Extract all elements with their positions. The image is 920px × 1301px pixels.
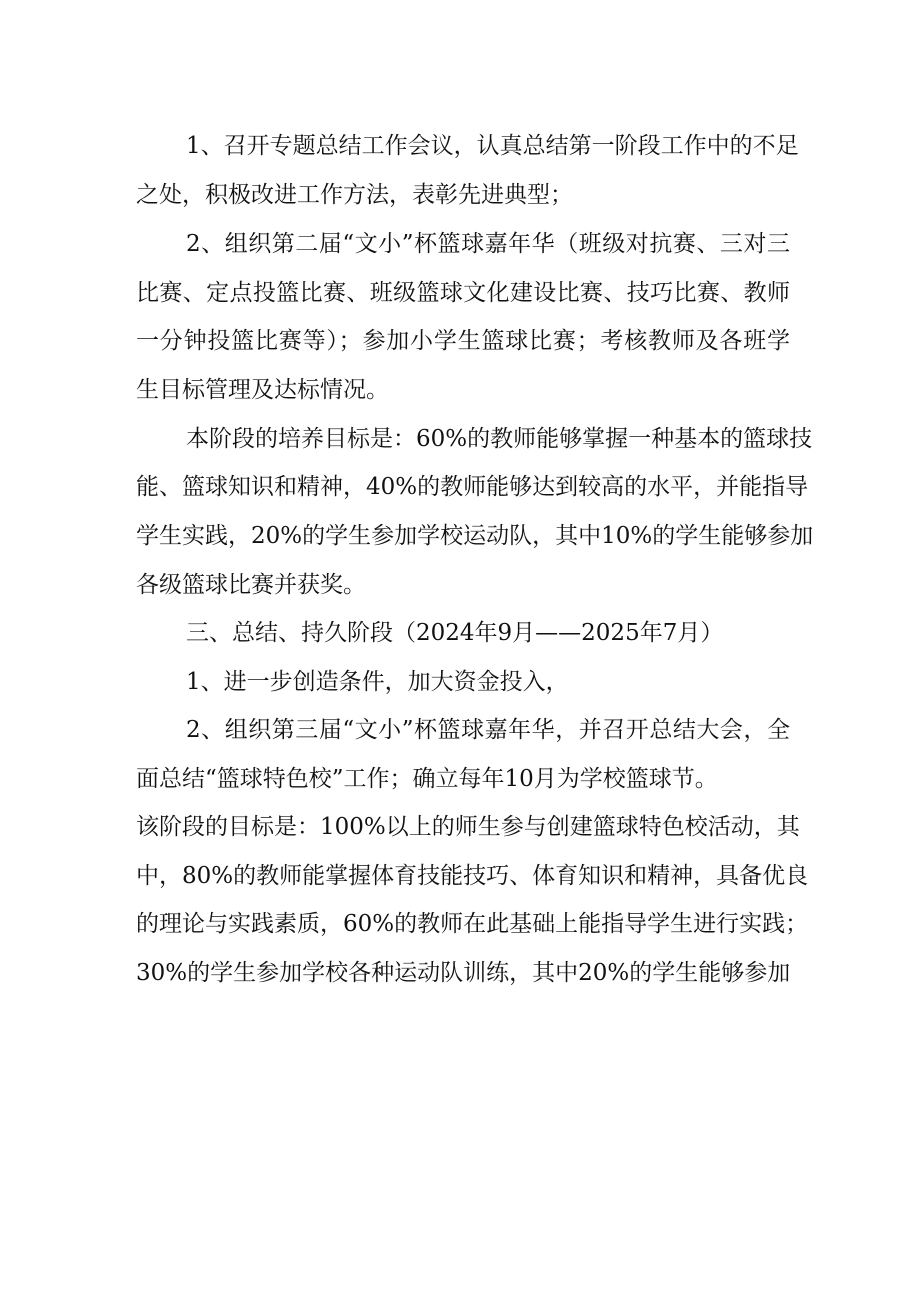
text-line: 各级篮球比赛并获奖。 xyxy=(136,572,366,598)
text-line: 的理论与实践素质，60%的教师在此基础上能指导学生进行实践； xyxy=(136,911,809,937)
text-line: 面总结“篮球特色校”工作；确立每年10月为学校篮球节。 xyxy=(136,766,718,792)
section-heading: 三、总结、持久阶段（2024年9月——2025年7月） xyxy=(186,620,724,646)
text-line: 2、组织第二届“文小”杯篮球嘉年华（班级对抗赛、三对三 xyxy=(186,231,790,257)
text-line: 30%的学生参加学校各种运动队训练，其中20%的学生能够参加 xyxy=(136,960,791,986)
text-line: 学生实践，20%的学生参加学校运动队，其中10%的学生能够参加 xyxy=(136,523,814,549)
text-line: 之处，积极改进工作方法，表彰先进典型； xyxy=(136,182,573,208)
text-line: 生目标管理及达标情况。 xyxy=(136,377,389,403)
text-line: 中，80%的教师能掌握体育技能技巧、体育知识和精神，具备优良 xyxy=(136,863,809,889)
text-line: 能、篮球知识和精神，40%的教师能够达到较高的水平，并能指导 xyxy=(136,474,809,500)
text-line: 2、组织第三届“文小”杯篮球嘉年华，并召开总结大会，全 xyxy=(186,717,790,743)
text-line: 1、进一步创造条件，加大资金投入， xyxy=(186,669,569,695)
text-line: 1、召开专题总结工作会议，认真总结第一阶段工作中的不足 xyxy=(186,133,799,159)
text-line: 一分钟投篮比赛等）；参加小学生篮球比赛；考核教师及各班学 xyxy=(136,328,790,354)
text-line: 该阶段的目标是：100%以上的师生参与创建篮球特色校活动，其 xyxy=(136,814,800,840)
text-line: 本阶段的培养目标是：60%的教师能够掌握一种基本的篮球技 xyxy=(186,426,813,452)
text-line: 比赛、定点投篮比赛、班级篮球文化建设比赛、技巧比赛、教师 xyxy=(136,280,790,306)
